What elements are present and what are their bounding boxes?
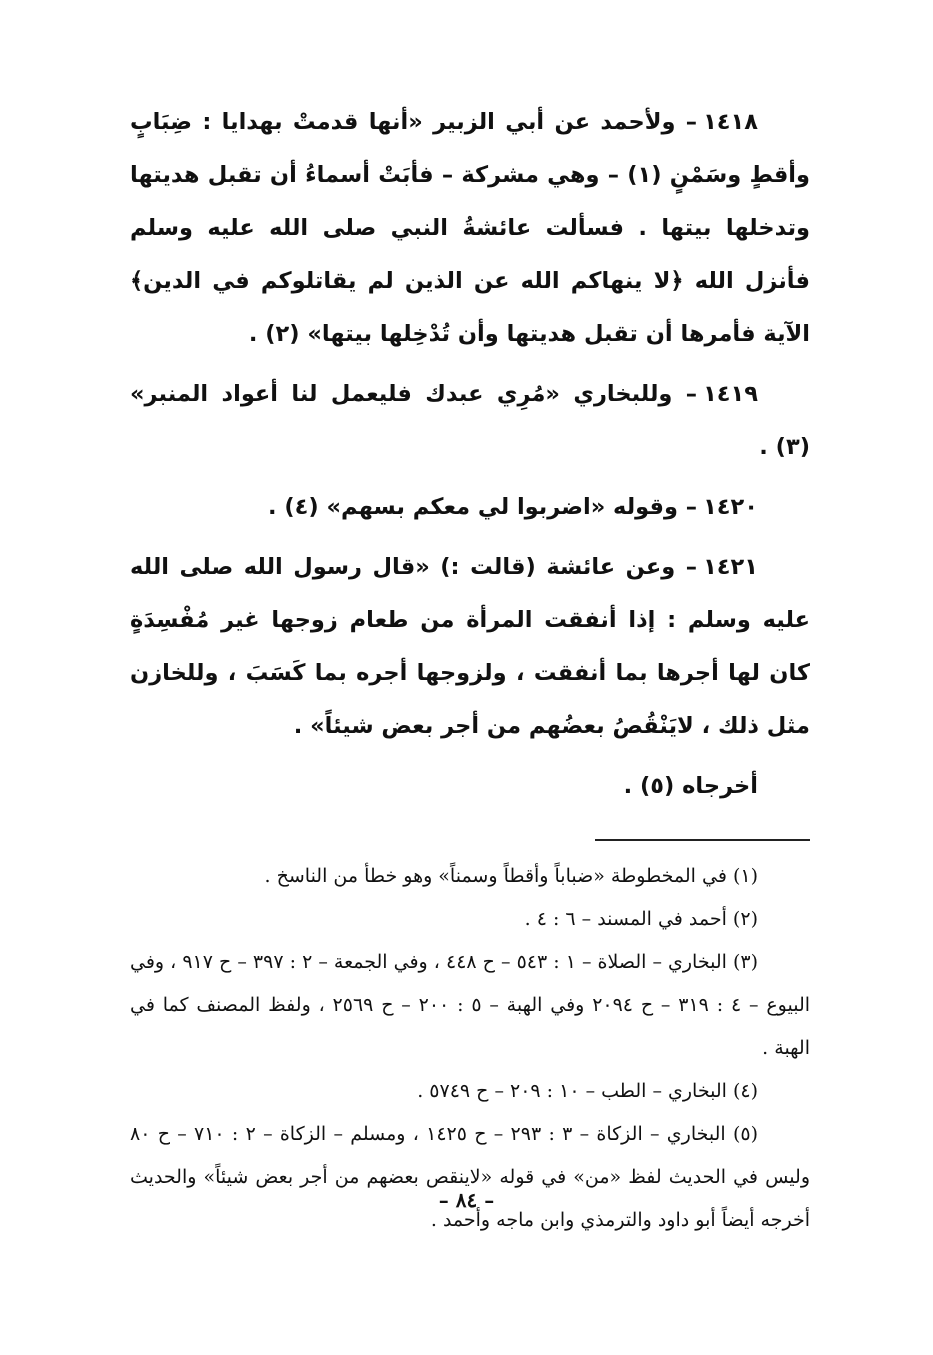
footnote-3: (٣) البخاري – الصلاة – ١ : ٥٤٣ – ح ٤٤٨ ، وفي الجمعة – ٢ : ٣٩٧ – ح ٩١٧ ، وفي البيوع – ٤ : ٣١٩ – ح ٢٠٩٤ وفي الهبة – ٥ : ٢٠٠ – ح ٢٥٦٩ ، ولفظ المصنف كما في الهبة . — [130, 951, 811, 1059]
hadith-1418 — [130, 96, 810, 361]
hadith-text: – وعن عائشة (قالت :) «قال رسول الله صلى الله عليه وسلم : إذا أنفقت المرأة من طعام زوجها غير مُفْسِدَةٍ كان لها أجرها بما أنفقت ، ولزوجها أجره بما كَسَبَ ، وللخازن مثل ذلك ، لايَنْقُصُ بعضُهم من أجر بعض شيئاً» . — [130, 554, 810, 739]
hadith-1420 — [130, 481, 810, 534]
footnote-separator — [595, 839, 810, 841]
hadith-text: – وقوله «اضربوا لي معكم بسهم» (٤) . — [268, 494, 698, 520]
hadith-number: ١٤١٩ — [703, 381, 758, 407]
footnote-1: (١) في المخطوطة «ضباباً وأقطاً وسمناً» وهو خطأ من الناسخ . — [264, 865, 758, 887]
hadith-text: – وللبخاري «مُرِي عبدك فليعمل لنا أعواد المنبر» (٣) . — [130, 381, 810, 460]
hadith-1421 — [130, 541, 810, 753]
footnote-2: (٢) أحمد في المسند – ٦ : ٤ . — [524, 908, 758, 930]
takhrij-line: أخرجاه (٥) . — [623, 773, 758, 799]
page-number: – ٨٤ – — [438, 1188, 495, 1212]
footnote-4: (٤) البخاري – الطب – ١٠ : ٢٠٩ – ح ٥٧٤٩ . — [417, 1080, 758, 1102]
page-content — [130, 96, 810, 1242]
hadith-body — [130, 96, 810, 813]
footnotes — [130, 855, 810, 1242]
hadith-number: ١٤٢٠ — [703, 494, 758, 520]
hadith-1419 — [130, 368, 810, 474]
hadith-text: – ولأحمد عن أبي الزبير «أنها قدمتْ بهدايا : ضِبَابٍ وأقطٍ وسَمْنٍ (١) – وهي مشركة – فأبَتْ أسماءُ أن تقبل هديتها وتدخلها بيتها . فسألت عائشةُ النبي صلى الله عليه وسلم فأنزل الله ﴿لا ينهاكم الله عن الذين لم يقاتلوكم في الدين﴾ الآية فأمرها أن تقبل هديتها وأن تُدْخِلها بيتها» (٢) . — [130, 109, 810, 347]
hadith-number: ١٤١٨ — [703, 109, 758, 135]
hadith-number: ١٤٢١ — [703, 554, 758, 580]
footnote-5: (٥) البخاري – الزكاة – ٣ : ٢٩٣ – ح ١٤٢٥ ، ومسلم – الزكاة – ٢ : ٧١٠ – ح ٨٠ وليس في الحديث لفظ «من» في قوله «لاينقص بعضهم من أجر بعض شيئاً» والحديث أخرجه أيضاً أبو داود والترمذي وابن ماجه وأحمد . — [130, 1123, 810, 1231]
